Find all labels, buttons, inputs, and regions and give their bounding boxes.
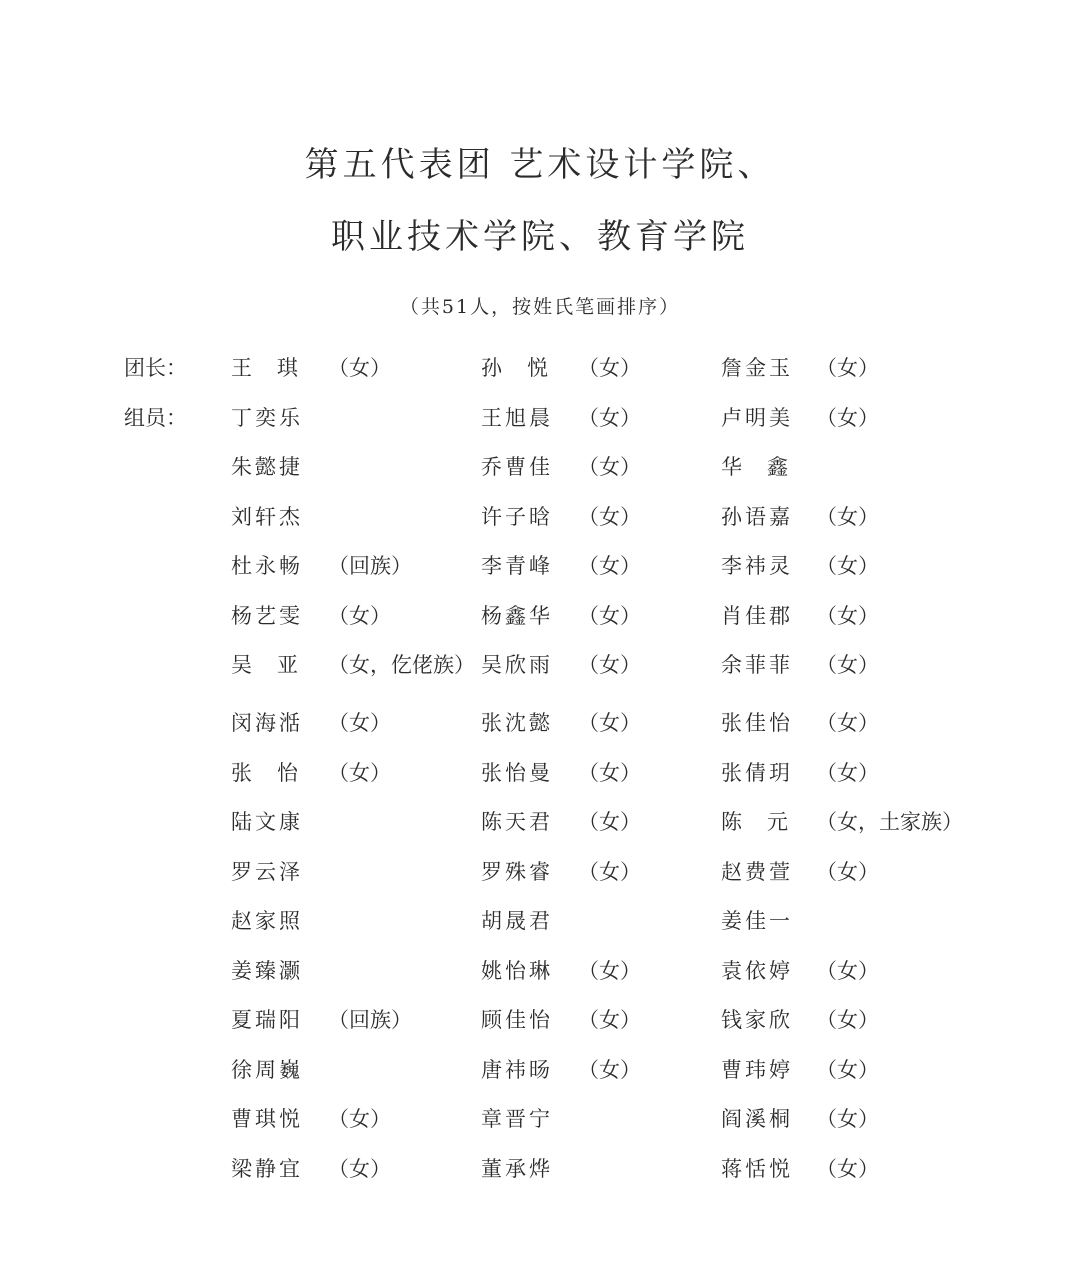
member-note: （女）	[328, 356, 391, 380]
member-name: 董承烨	[481, 1157, 553, 1181]
member-note: （女）	[816, 505, 879, 529]
member-name: 徐周巍	[231, 1058, 303, 1082]
member-name: 蒋恬悦	[721, 1157, 793, 1181]
member-name: 许子晗	[481, 505, 553, 529]
member-note: （女）	[328, 1157, 391, 1181]
member-note: （女）	[816, 1157, 879, 1181]
member-note: （女）	[328, 761, 391, 785]
member-name: 朱懿捷	[231, 455, 303, 479]
member-note: （女，仡佬族）	[328, 653, 475, 677]
member-note: （女）	[578, 406, 641, 430]
member-name: 罗云泽	[231, 860, 303, 884]
member-name: 章晋宁	[481, 1107, 553, 1131]
member-name: 张怡曼	[481, 761, 553, 785]
member-name: 钱家欣	[721, 1008, 793, 1032]
member-note: （女）	[816, 653, 879, 677]
member-name: 肖佳郡	[721, 604, 793, 628]
member-name: 赵费萱	[721, 860, 793, 884]
member-name: 阎溪桐	[721, 1107, 793, 1131]
member-note: （女）	[816, 1008, 879, 1032]
member-name: 杜永畅	[231, 554, 303, 578]
member-name: 詹金玉	[721, 356, 793, 380]
role-label-leader: 团长：	[124, 356, 187, 380]
member-note: （女）	[816, 860, 879, 884]
member-note: （女）	[816, 761, 879, 785]
member-name: 陈 元	[721, 810, 788, 834]
member-note: （女）	[578, 1058, 641, 1082]
member-name: 梁静宜	[231, 1157, 303, 1181]
member-note: （女）	[578, 1008, 641, 1032]
member-note: （女）	[328, 711, 391, 735]
member-name: 顾佳怡	[481, 1008, 553, 1032]
member-name: 曹琪悦	[231, 1107, 303, 1131]
document-title-line-2: 职业技术学院、教育学院	[331, 217, 749, 257]
member-name: 张 怡	[231, 761, 298, 785]
member-note: （女）	[578, 711, 641, 735]
member-name: 姚怡琳	[481, 959, 553, 983]
document-subtitle: （共51人，按姓氏笔画排序）	[399, 296, 681, 318]
member-name: 姜臻灏	[231, 959, 303, 983]
member-name: 张沈懿	[481, 711, 553, 735]
member-note: （女）	[578, 810, 641, 834]
member-note: （女）	[816, 554, 879, 578]
member-name: 张倩玥	[721, 761, 793, 785]
member-note: （女）	[578, 356, 641, 380]
member-name: 陆文康	[231, 810, 303, 834]
member-name: 乔曹佳	[481, 455, 553, 479]
member-name: 罗殊睿	[481, 860, 553, 884]
member-name: 赵家照	[231, 909, 303, 933]
member-note: （女）	[816, 1107, 879, 1131]
member-name: 杨艺雯	[231, 604, 303, 628]
member-note: （女）	[816, 604, 879, 628]
member-note: （女）	[816, 711, 879, 735]
member-note: （女）	[578, 554, 641, 578]
member-name: 王旭晨	[481, 406, 553, 430]
member-name: 丁奕乐	[231, 406, 303, 430]
member-note: （女）	[328, 604, 391, 628]
member-name: 吴 亚	[231, 653, 298, 677]
member-name: 姜佳一	[721, 909, 793, 933]
member-note: （女）	[578, 604, 641, 628]
member-name: 孙语嘉	[721, 505, 793, 529]
role-label-members: 组员：	[124, 406, 187, 430]
member-note: （女）	[816, 356, 879, 380]
member-name: 卢明美	[721, 406, 793, 430]
member-name: 李祎灵	[721, 554, 793, 578]
member-name: 刘轩杰	[231, 505, 303, 529]
member-name: 胡晟君	[481, 909, 553, 933]
member-note: （女）	[578, 860, 641, 884]
member-note: （回族）	[328, 554, 412, 578]
member-name: 曹玮婷	[721, 1058, 793, 1082]
member-note: （女）	[578, 761, 641, 785]
member-note: （女）	[816, 406, 879, 430]
member-note: （女）	[578, 653, 641, 677]
member-note: （女）	[578, 959, 641, 983]
member-name: 李青峰	[481, 554, 553, 578]
member-name: 袁依婷	[721, 959, 793, 983]
member-name: 孙 悦	[481, 356, 548, 380]
member-name: 张佳怡	[721, 711, 793, 735]
member-name: 吴欣雨	[481, 653, 553, 677]
member-note: （女，土家族）	[816, 810, 963, 834]
member-name: 闵海湉	[231, 711, 303, 735]
member-note: （女）	[816, 959, 879, 983]
member-name: 唐祎旸	[481, 1058, 553, 1082]
member-name: 夏瑞阳	[231, 1008, 303, 1032]
member-note: （女）	[816, 1058, 879, 1082]
member-note: （回族）	[328, 1008, 412, 1032]
member-name: 杨鑫华	[481, 604, 553, 628]
member-note: （女）	[578, 455, 641, 479]
member-name: 陈天君	[481, 810, 553, 834]
member-note: （女）	[328, 1107, 391, 1131]
member-name: 华 鑫	[721, 455, 788, 479]
member-name: 余菲菲	[721, 653, 793, 677]
member-name: 王 琪	[231, 356, 298, 380]
document-title-line-1: 第五代表团 艺术设计学院、	[304, 145, 776, 185]
member-note: （女）	[578, 505, 641, 529]
